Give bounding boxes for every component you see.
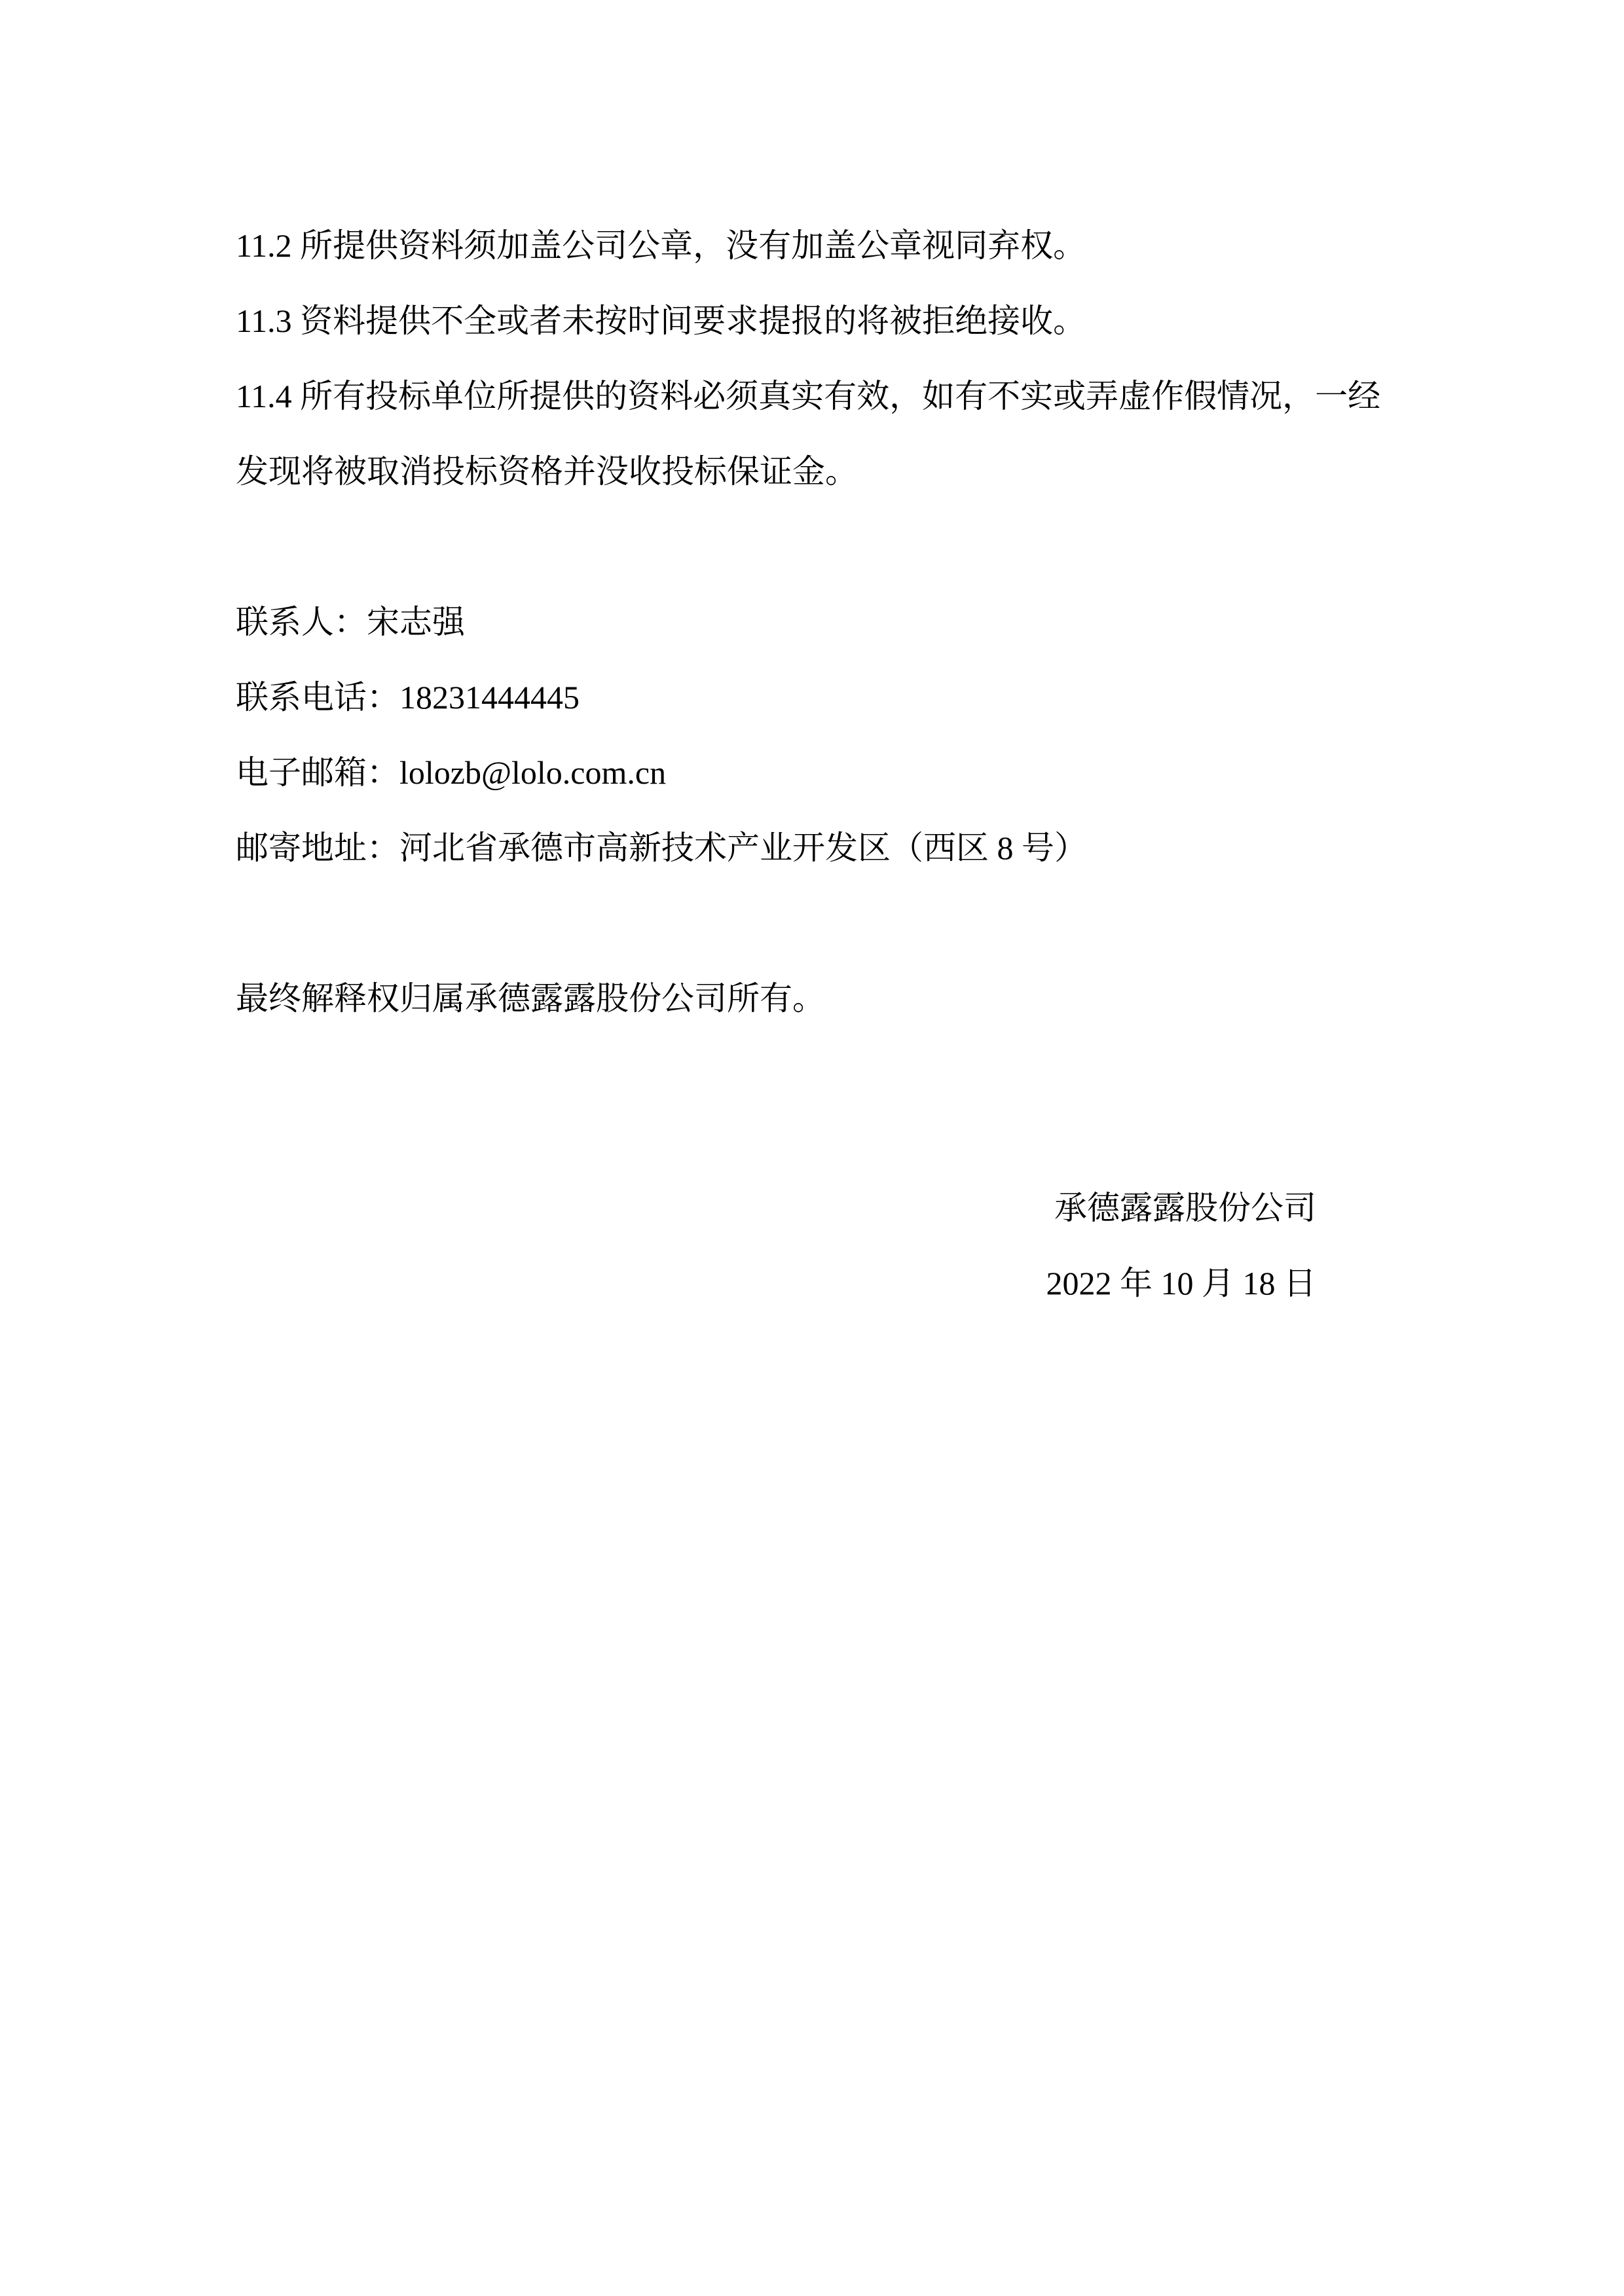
clause-11-4-line-1: 11.4 所有投标单位所提供的资料必须真实有效，如有不实或弄虚作假情况，一经 (236, 378, 1381, 414)
disclaimer-line: 最终解释权归属承德露露股份公司所有。 (236, 980, 825, 1017)
contact-person-line: 联系人：宋志强 (236, 604, 465, 640)
signature-company: 承德露露股份公司 (1054, 1190, 1316, 1226)
clause-11-4 (236, 359, 1388, 509)
contact-email-line: 电子邮箱：lolozb@lolo.com.cn (236, 754, 667, 791)
clause-11-2: 11.2 所提供资料须加盖公司公章，没有加盖公章视同弃权。 (236, 227, 1086, 264)
contact-phone-line: 联系电话：18231444445 (236, 679, 580, 716)
clause-11-3: 11.3 资料提供不全或者未按时间要求提报的将被拒绝接收。 (236, 302, 1086, 339)
signature-block (236, 1171, 1388, 1321)
clause-11-4-line-2: 发现将被取消投标资格并没收投标保证金。 (236, 453, 858, 490)
signature-date: 2022 年 10 月 18 日 (1046, 1265, 1316, 1302)
document-body (236, 208, 1388, 1321)
contact-address-line: 邮寄地址：河北省承德市高新技术产业开发区（西区 8 号） (236, 829, 1087, 866)
